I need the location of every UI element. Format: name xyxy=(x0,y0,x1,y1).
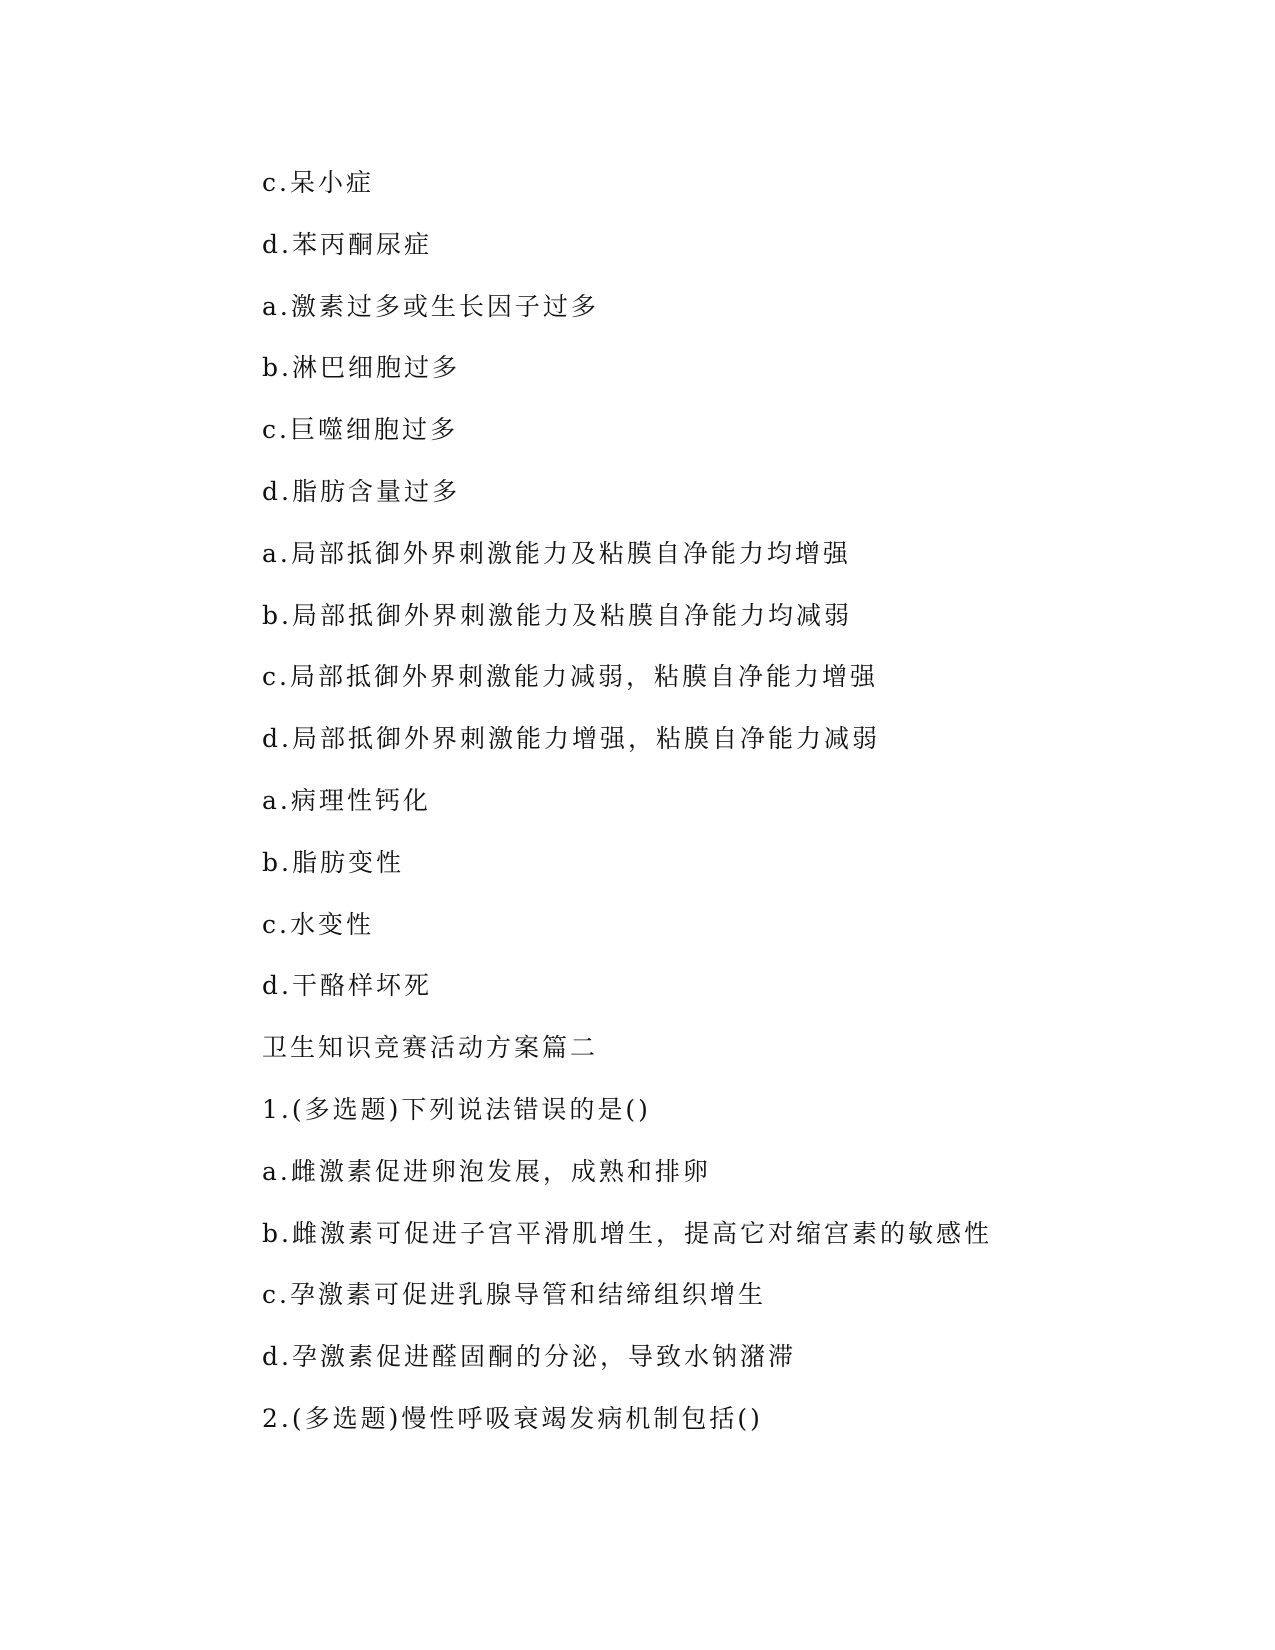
question-line: 2.(多选题)慢性呼吸衰竭发病机制包括() xyxy=(262,1403,763,1433)
text-line: a.局部抵御外界刺激能力及粘膜自净能力均增强 xyxy=(262,538,851,568)
text-line: d.脂肪含量过多 xyxy=(262,476,460,506)
text-line: c.局部抵御外界刺激能力减弱，粘膜自净能力增强 xyxy=(262,662,878,692)
section-heading: 卫生知识竞赛活动方案篇二 xyxy=(262,1033,599,1063)
text-line: d.局部抵御外界刺激能力增强，粘膜自净能力减弱 xyxy=(262,724,880,754)
question-line: 1.(多选题)下列说法错误的是() xyxy=(262,1094,651,1124)
text-line: a.雌激素促进卵泡发展，成熟和排卵 xyxy=(262,1156,711,1186)
text-line: b.局部抵御外界刺激能力及粘膜自净能力均减弱 xyxy=(262,600,852,630)
text-line: d.苯丙酮尿症 xyxy=(262,229,432,259)
text-line: b.淋巴细胞过多 xyxy=(262,353,460,383)
text-line: c.孕激素可促进乳腺导管和结缔组织增生 xyxy=(262,1280,766,1310)
text-line: c.巨噬细胞过多 xyxy=(262,415,458,445)
text-line: c.呆小症 xyxy=(262,168,374,197)
text-line: a.病理性钙化 xyxy=(262,785,431,815)
text-line: b.雌激素可促进子宫平滑肌增生，提高它对缩宫素的敏感性 xyxy=(262,1218,992,1248)
text-line: b.脂肪变性 xyxy=(262,847,404,877)
text-line: c.水变性 xyxy=(262,909,374,939)
text-line: d.孕激素促进醛固酮的分泌，导致水钠潴滞 xyxy=(262,1342,796,1372)
text-line: a.激素过多或生长因子过多 xyxy=(262,291,599,321)
text-line: d.干酪样坏死 xyxy=(262,971,432,1001)
document-body xyxy=(262,168,1162,1466)
